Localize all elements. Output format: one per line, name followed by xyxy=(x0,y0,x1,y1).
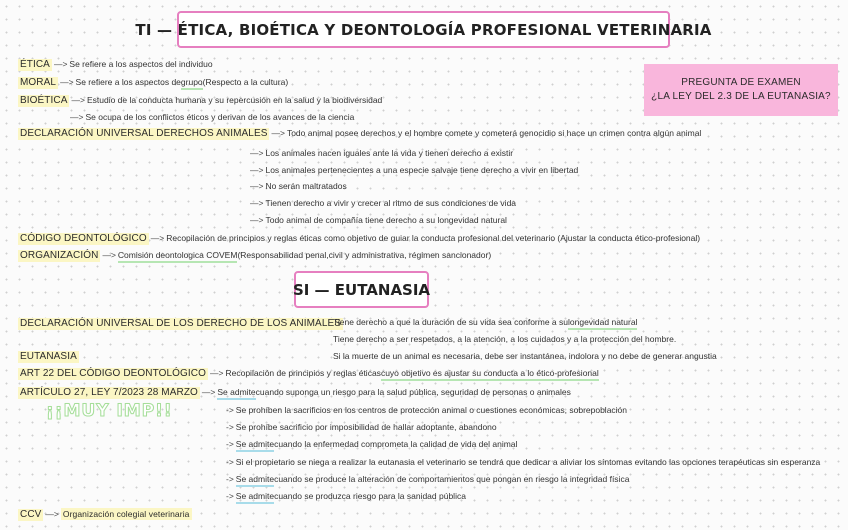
arrow: —> xyxy=(250,181,264,191)
organizacion-text: (Responsabilidad penal,civil y administrativa, régimen sancionador) xyxy=(237,250,492,260)
articulo27-item: Si el propietario se niega a realizar la eutanasia el veterinario se tendrá que dedicar a aliviar los síntomas evitando las opciones terapéuticas sin esperanza xyxy=(235,457,821,467)
arrow: —> xyxy=(250,148,264,158)
declaracion-term: DECLARACIÓN UNIVERSAL DERECHOS ANIMALES xyxy=(20,128,268,139)
articulo27-item-row xyxy=(224,404,627,416)
exam-note-line-1: PREGUNTA DE EXAMEN xyxy=(681,77,801,88)
art22-text: Recopilación de principios y reglas éticas xyxy=(225,368,381,378)
arrow: —> xyxy=(210,368,224,378)
articulo27-item-row xyxy=(224,421,497,433)
art22-row xyxy=(18,367,599,381)
declaracion2-underlined: longevidad natural xyxy=(568,316,637,330)
etica-term: ÉTICA xyxy=(20,59,50,70)
arrow: —> xyxy=(53,59,68,69)
art22-term: ART 22 DEL CÓDIGO DEONTOLÓGICO xyxy=(20,368,207,379)
articulo27-row xyxy=(18,386,571,400)
arrow: —> xyxy=(45,509,59,519)
declaracion2-item: Tiene derecho a ser respetados, a la atención, a los cuidados y a la protección del hombre. xyxy=(333,334,677,344)
arrow: —> xyxy=(250,165,264,175)
declaracion-item-row xyxy=(248,197,516,209)
declaracion-item-row xyxy=(248,147,513,159)
articulo27-item-row xyxy=(224,473,629,487)
declaracion2-item: Tiene derecho a que la duración de su vida sea conforme a su xyxy=(333,317,568,327)
moral-text: Se refiere a los aspectos de xyxy=(75,77,181,87)
arrow: —> xyxy=(70,112,84,122)
arrow: -> xyxy=(226,491,234,501)
moral-row xyxy=(18,76,288,90)
moral-text-end: (Respecto a la cultura) xyxy=(202,77,289,87)
arrow: —> xyxy=(201,387,216,397)
articulo27-item: cuando la enfermedad comprometa la calidad de vida del animal xyxy=(274,439,518,449)
bioetica-text: Estudio de la conducta humana y su repercusión en la salud y la biodiversidad xyxy=(86,95,383,105)
exam-note-line-2: ¿LA LEY DEL 2.3 DE LA EUTANASIA? xyxy=(651,91,831,102)
declaracion2-row xyxy=(18,317,343,330)
se-admite-underlined: Se admite xyxy=(236,490,274,504)
declaracion2-item: Si la muerte de un animal es necesaria, debe ser instantánea, indolora y no debe de generar angustia xyxy=(333,351,717,361)
se-admite-underlined: Se admite xyxy=(236,438,274,452)
articulo27-item-row xyxy=(224,490,466,504)
declaracion-item: Todo animal posee derechos y el hombre comete y cometerá genocidio si hace un crimen contra algún animal xyxy=(286,128,702,138)
declaracion-item: Los animales nacen iguales ante la vida y tienen derecho a existir xyxy=(265,148,514,158)
bioetica-term: BIOÉTICA xyxy=(20,95,68,106)
arrow: -> xyxy=(226,405,234,415)
codigo-term: CÓDIGO DEONTOLÓGICO xyxy=(20,233,147,244)
declaracion-item-row xyxy=(248,164,578,176)
arrow: -> xyxy=(226,457,234,467)
articulo27-item-row xyxy=(224,456,820,468)
etica-row xyxy=(18,58,213,71)
etica-text: Se refiere a los aspectos del individuo xyxy=(69,59,213,69)
moral-term: MORAL xyxy=(20,77,57,88)
declaracion-item: Tienen derecho a vivir y crecer al ritmo de sus condiciones de vida xyxy=(265,198,517,208)
exam-question-note xyxy=(644,64,838,116)
eutanasia-term: EUTANASIA xyxy=(20,351,77,362)
organizacion-row xyxy=(18,249,491,263)
section-title-eutanasia: SI — EUTANASIA xyxy=(294,271,429,308)
arrow: —> xyxy=(102,250,116,260)
arrow: —> xyxy=(60,77,74,87)
articulo27-item: cuando se produzca riesgo para la sanidad pública xyxy=(274,491,466,501)
se-admite-underlined: Se admite xyxy=(236,473,274,487)
arrow: -> xyxy=(226,474,234,484)
arrow: —> xyxy=(271,128,285,138)
bioetica-row-2 xyxy=(68,111,354,123)
eutanasia-row xyxy=(18,350,79,363)
arrow: —> xyxy=(250,215,264,225)
articulo27-item: Se prohíben la sacrificios en los centros de protección animal o cuestiones económicas, sobrepoblación xyxy=(235,405,628,415)
articulo27-item-row xyxy=(224,438,517,452)
declaracion2-term: DECLARACIÓN UNIVERSAL DE LOS DERECHO DE LOS ANIMALES xyxy=(20,318,342,329)
organizacion-term: ORGANIZACIÓN xyxy=(20,250,99,261)
arrow: —> xyxy=(71,95,85,105)
codigo-text: Recopilación de principios y reglas éticas como objetivo de guiar la conducta profesional del veterinario (Ajustar la conducta ético-profesional) xyxy=(166,233,701,243)
se-admite-underlined: Se admite xyxy=(217,386,255,400)
arrow: -> xyxy=(226,439,234,449)
declaracion-row xyxy=(18,127,701,140)
articulo27-item: Se prohíbe sacrificio por imposibilidad de hallar adoptante, abandono xyxy=(235,422,497,432)
declaracion2-item-row xyxy=(333,316,637,330)
muy-importante-sticker: ¡¡MUY IMP!! xyxy=(46,401,173,421)
declaracion2-item-row xyxy=(333,350,717,362)
ccv-text: Organización colegial veterinaria xyxy=(62,509,190,519)
bioetica-text-2: Se ocupa de los conflictos éticos y derivan de los avances de la ciencia xyxy=(85,112,355,122)
declaracion-item: No serán maltratados xyxy=(265,181,347,191)
declaracion2-item-row xyxy=(333,333,676,345)
bioetica-row xyxy=(18,94,382,107)
page-title: TI — ÉTICA, BIOÉTICA Y DEONTOLOGÍA PROFESIONAL VETERINARIA xyxy=(177,11,670,48)
declaracion-item: Los animales pertenecientes a una especie salvaje tiene derecho a vivir en libertad xyxy=(265,165,579,175)
articulo27-item: cuando suponga un riesgo para la salud pública, seguridad de personas o animales xyxy=(255,387,571,397)
organizacion-underlined: Comisión deontologica COVEM xyxy=(118,249,238,263)
codigo-row xyxy=(18,232,700,245)
ccv-term: CCV xyxy=(20,509,42,520)
arrow: —> xyxy=(150,233,165,243)
declaracion-item-row xyxy=(248,180,347,192)
arrow: —> xyxy=(250,198,264,208)
art22-underlined: cuyo objetivo es ajustar su conducta a lo ético-profesional xyxy=(381,367,599,381)
declaracion-item-row xyxy=(248,214,507,226)
declaracion-item: Todo animal de compañía tiene derecho a su longevidad natural xyxy=(265,215,507,225)
ccv-row xyxy=(18,508,192,521)
articulo27-term: ARTÍCULO 27, LEY 7/2023 28 MARZO xyxy=(20,387,198,398)
articulo27-item: cuando se produce la alteración de comportamientos que pongan en riesgo la integridad física xyxy=(274,474,630,484)
moral-underlined: grupo xyxy=(181,76,203,90)
arrow: -> xyxy=(226,422,234,432)
